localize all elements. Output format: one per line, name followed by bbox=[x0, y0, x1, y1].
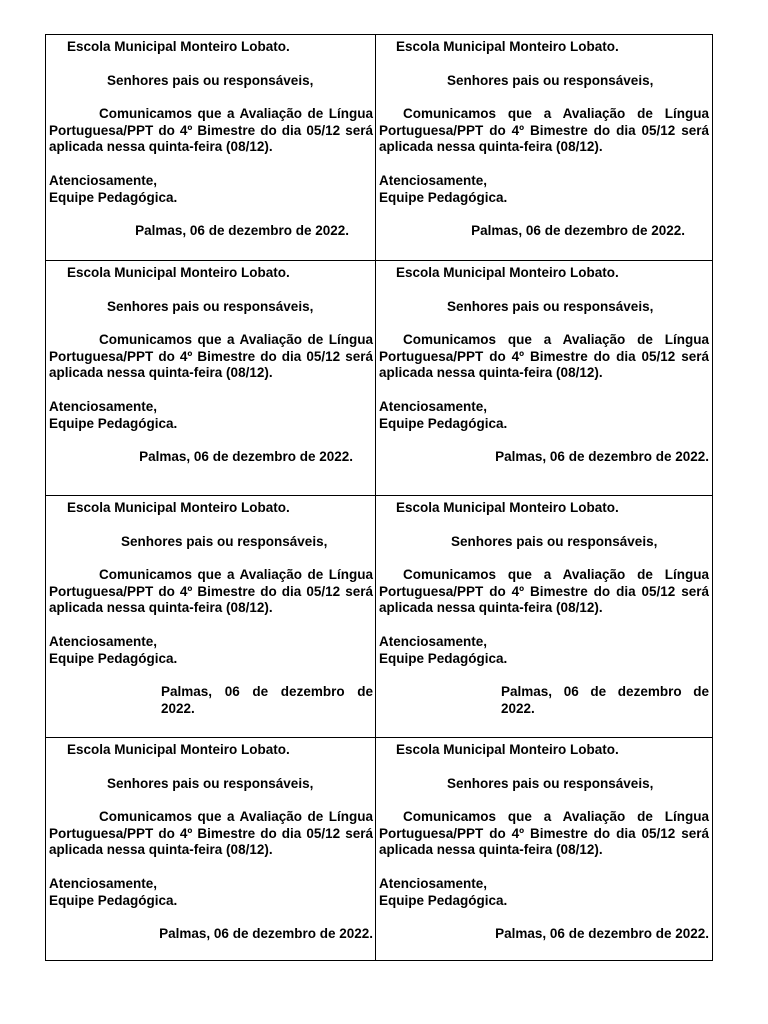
notice-message: Comunicamos que a Avaliação de Língua Portuguesa/PPT do 4º Bimestre do dia 05/12 será aplicada nessa quinta-feira (08/12). bbox=[49, 106, 373, 155]
notice-date: Palmas, 06 de dezembro de 2022. bbox=[161, 684, 373, 716]
notice-date: Palmas, 06 de dezembro de 2022. bbox=[139, 449, 353, 465]
closing: Atenciosamente, bbox=[379, 398, 488, 414]
notice-card bbox=[376, 261, 712, 496]
closing: Atenciosamente, bbox=[379, 633, 488, 649]
notice-message: Comunicamos que a Avaliação de Língua Portuguesa/PPT do 4º Bimestre do dia 05/12 será aplicada nessa quinta-feira (08/12). bbox=[379, 809, 709, 858]
school-name: Escola Municipal Monteiro Lobato. bbox=[396, 742, 619, 757]
school-name: Escola Municipal Monteiro Lobato. bbox=[67, 742, 290, 757]
notice-date: Palmas, 06 de dezembro de 2022. bbox=[159, 926, 373, 942]
signature-block bbox=[49, 876, 373, 909]
notice-card bbox=[376, 496, 712, 738]
signature-block bbox=[49, 399, 373, 432]
signature: Equipe Pedagógica. bbox=[49, 189, 178, 205]
notice-date: Palmas, 06 de dezembro de 2022. bbox=[495, 449, 709, 465]
closing: Atenciosamente, bbox=[379, 172, 488, 188]
notice-card bbox=[46, 738, 376, 960]
greeting: Senhores pais ou responsáveis, bbox=[447, 775, 654, 791]
notice-message: Comunicamos que a Avaliação de Língua Portuguesa/PPT do 4º Bimestre do dia 05/12 será aplicada nessa quinta-feira (08/12). bbox=[49, 567, 373, 616]
notice-date: Palmas, 06 de dezembro de 2022. bbox=[135, 223, 349, 239]
signature: Equipe Pedagógica. bbox=[49, 415, 178, 431]
notice-card bbox=[46, 35, 376, 261]
signature: Equipe Pedagógica. bbox=[49, 650, 178, 666]
notice-message: Comunicamos que a Avaliação de Língua Portuguesa/PPT do 4º Bimestre do dia 05/12 será aplicada nessa quinta-feira (08/12). bbox=[379, 332, 709, 381]
signature-block bbox=[379, 634, 709, 667]
greeting: Senhores pais ou responsáveis, bbox=[121, 533, 328, 549]
signature-block bbox=[379, 173, 709, 206]
notice-grid bbox=[45, 34, 713, 961]
signature-block bbox=[49, 634, 373, 667]
school-name: Escola Municipal Monteiro Lobato. bbox=[396, 500, 619, 515]
signature: Equipe Pedagógica. bbox=[379, 892, 508, 908]
greeting: Senhores pais ou responsáveis, bbox=[107, 775, 314, 791]
closing: Atenciosamente, bbox=[379, 875, 488, 891]
signature: Equipe Pedagógica. bbox=[379, 415, 508, 431]
school-name: Escola Municipal Monteiro Lobato. bbox=[67, 265, 290, 280]
school-name: Escola Municipal Monteiro Lobato. bbox=[67, 500, 290, 515]
notice-card bbox=[46, 496, 376, 738]
notice-message: Comunicamos que a Avaliação de Língua Portuguesa/PPT do 4º Bimestre do dia 05/12 será aplicada nessa quinta-feira (08/12). bbox=[49, 332, 373, 381]
greeting: Senhores pais ou responsáveis, bbox=[447, 72, 654, 88]
notice-message: Comunicamos que a Avaliação de Língua Portuguesa/PPT do 4º Bimestre do dia 05/12 será aplicada nessa quinta-feira (08/12). bbox=[379, 567, 709, 616]
greeting: Senhores pais ou responsáveis, bbox=[447, 298, 654, 314]
closing: Atenciosamente, bbox=[49, 875, 158, 891]
greeting: Senhores pais ou responsáveis, bbox=[451, 533, 658, 549]
signature-block bbox=[379, 399, 709, 432]
closing: Atenciosamente, bbox=[49, 398, 158, 414]
notice-card bbox=[376, 35, 712, 261]
notice-date: Palmas, 06 de dezembro de 2022. bbox=[501, 684, 709, 716]
school-name: Escola Municipal Monteiro Lobato. bbox=[396, 265, 619, 280]
notice-message: Comunicamos que a Avaliação de Língua Portuguesa/PPT do 4º Bimestre do dia 05/12 será aplicada nessa quinta-feira (08/12). bbox=[49, 809, 373, 858]
notice-card bbox=[376, 738, 712, 960]
signature-block bbox=[379, 876, 709, 909]
signature: Equipe Pedagógica. bbox=[49, 892, 178, 908]
signature: Equipe Pedagógica. bbox=[379, 189, 508, 205]
notice-date: Palmas, 06 de dezembro de 2022. bbox=[471, 223, 685, 239]
notice-card bbox=[46, 261, 376, 496]
school-name: Escola Municipal Monteiro Lobato. bbox=[396, 39, 619, 54]
school-name: Escola Municipal Monteiro Lobato. bbox=[67, 39, 290, 54]
greeting: Senhores pais ou responsáveis, bbox=[107, 72, 314, 88]
signature: Equipe Pedagógica. bbox=[379, 650, 508, 666]
greeting: Senhores pais ou responsáveis, bbox=[107, 298, 314, 314]
notice-message: Comunicamos que a Avaliação de Língua Portuguesa/PPT do 4º Bimestre do dia 05/12 será aplicada nessa quinta-feira (08/12). bbox=[379, 106, 709, 155]
closing: Atenciosamente, bbox=[49, 172, 158, 188]
notice-date: Palmas, 06 de dezembro de 2022. bbox=[495, 926, 709, 942]
signature-block bbox=[49, 173, 373, 206]
closing: Atenciosamente, bbox=[49, 633, 158, 649]
